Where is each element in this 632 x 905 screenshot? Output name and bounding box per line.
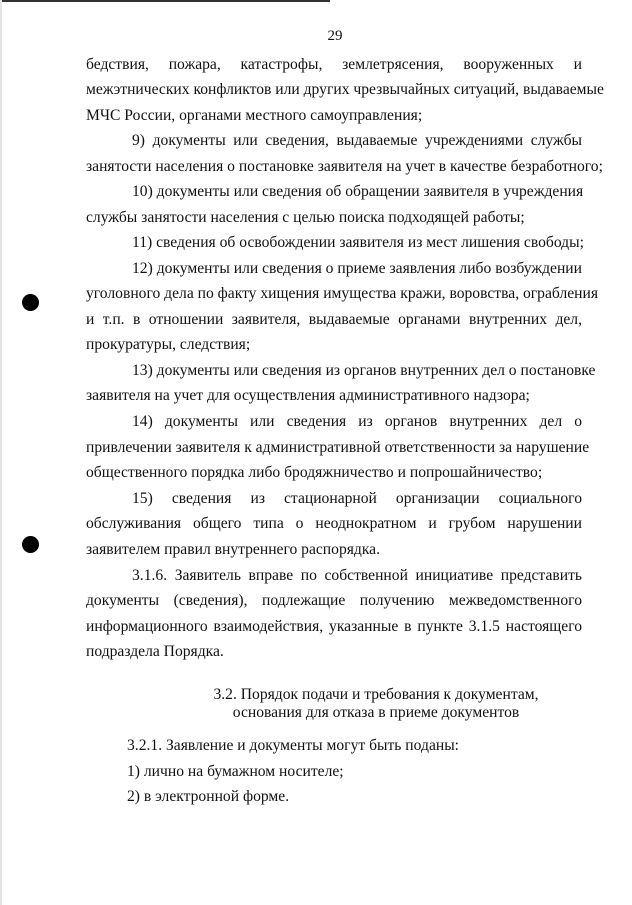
text-line: 14) документы или сведения из органов внутренних дел о	[132, 413, 582, 430]
section-heading-line: основания для отказа в приеме документов	[232, 704, 520, 721]
text-line: 12) документы или сведения о приеме заявления либо возбуждении	[132, 260, 582, 277]
list-item: 1) лично на бумажном носителе;	[127, 763, 344, 780]
text-line: службы занятости населения с целью поиска подходящей работы;	[86, 209, 525, 226]
text-line: межэтнических конфликтов или других чрезвычайных ситуаций, выдаваемые	[86, 81, 604, 98]
list-item: 2) в электронной форме.	[127, 788, 290, 805]
text-line: заявителя на учет для осуществления административного надзора;	[86, 387, 530, 404]
text-line: прокуратуры, следствия;	[86, 336, 251, 353]
text-line: информационного взаимодействия, указанные в пункте 3.1.5 настоящего	[86, 618, 582, 635]
text-line: 13) документы или сведения из органов внутренних дел о постановке	[132, 362, 596, 379]
text-line: 15) сведения из стационарной организации социального	[132, 490, 582, 507]
page-number: 29	[327, 28, 343, 44]
text-line: 3.2.1. Заявление и документы могут быть поданы:	[127, 737, 460, 754]
text-line: обслуживания общего типа о неоднократном и грубом нарушении	[86, 515, 582, 532]
text-line: документы (сведения), подлежащие получению межведомственного	[86, 592, 582, 609]
text-line: бедствия, пожара, катастрофы, землетрясения, вооруженных и	[86, 56, 582, 73]
text-line: привлечении заявителя к административной ответственности за нарушение	[86, 439, 590, 456]
scan-top-border	[0, 0, 330, 2]
scan-left-edge	[0, 0, 2, 905]
text-line: 3.1.6. Заявитель вправе по собственной инициативе представить	[132, 567, 582, 584]
punch-hole	[22, 294, 39, 311]
text-line: 11) сведения об освобождении заявителя из мест лишения свободы;	[132, 234, 584, 251]
text-line: занятости населения о постановке заявителя на учет в качестве безработного;	[86, 158, 603, 175]
text-line: 10) документы или сведения об обращении заявителя в учреждения	[132, 183, 584, 200]
text-line: заявителем правил внутреннего распорядка.	[86, 541, 381, 558]
section-heading-line: 3.2. Порядок подачи и требования к документам,	[213, 686, 539, 703]
text-line: подраздела Порядка.	[86, 643, 224, 660]
text-line: 9) документы или сведения, выдаваемые учреждениями службы	[132, 132, 582, 149]
text-line: и т.п. в отношении заявителя, выдаваемые органами внутренних дел,	[86, 311, 582, 328]
text-line: МЧС России, органами местного самоуправления;	[86, 107, 423, 124]
text-line: общественного порядка либо бродяжничество и попрошайничество;	[86, 464, 543, 481]
text-line: уголовного дела по факту хищения имущества кражи, воровства, ограбления	[86, 285, 599, 302]
punch-hole	[22, 536, 39, 553]
